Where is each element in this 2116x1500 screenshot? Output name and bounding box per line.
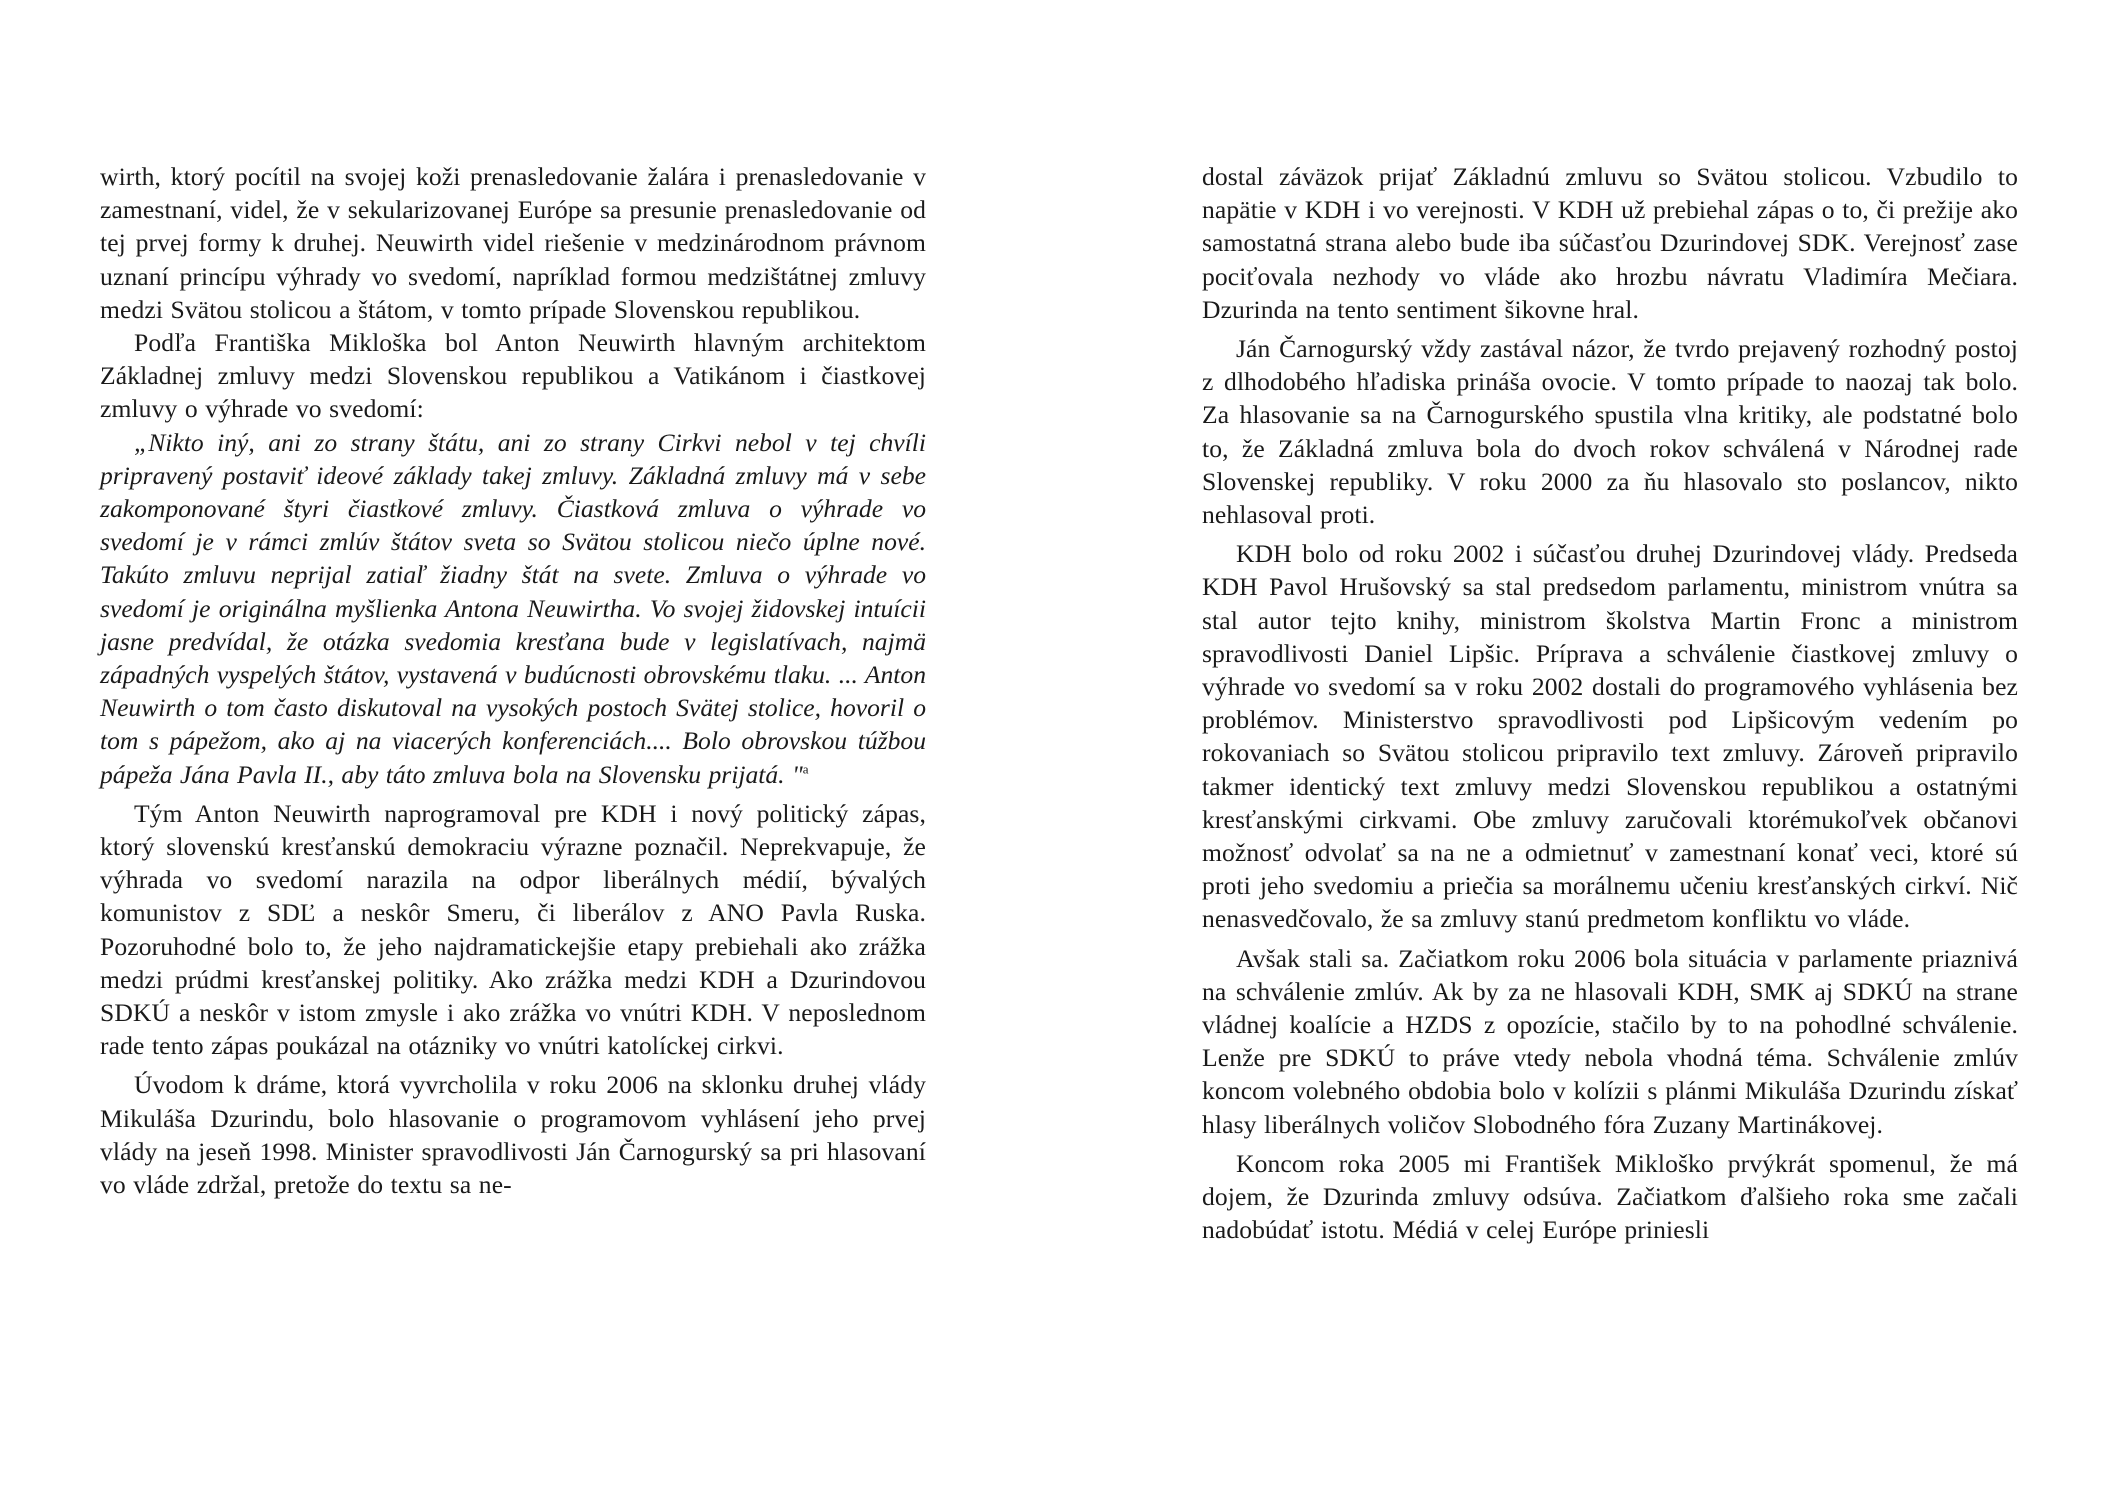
left-page [100,160,926,1201]
right-paragraph-5: Koncom roka 2005 mi František Mikloško prvýkrát spomenul, že má dojem, že Dzurinda zmluvy odsúva. Začiatkom ďalšieho roka sme začali nadobúdať istotu. Médiá v celej Európe priniesli [1202,1148,2018,1245]
right-paragraph-3: KDH bolo od roku 2002 i súčasťou druhej Dzurindovej vlády. Predseda KDH Pavol Hrušovský sa stal predsedom parlamentu, ministrom vnútra sa stal autor tejto knihy, ministrom školstva Martin Fronc a ministrom spravodlivosti Daniel Lipšic. Príprava a schválenie čiastkovej zmluvy o výhrade vo svedomí sa v roku 2002 dostali do programového vyhlásenia bez problémov. Ministerstvo spravodlivosti pod Lipšicovým vedením po rokovaniach so Svätou stolicou pripravilo text zmluvy. Zároveň pripravilo takmer identický text zmluvy medzi Slovenskou republikou a ostatnými kresťanskými cirkvami. Obe zmluvy zaručovali ktorémukoľvek občanovi možnosť odvolať sa na ne a odmietnuť v zamestnaní konať veci, ktoré sú proti jeho svedomiu a priečia sa morálnemu učeniu kresťanských cirkví. Nič nenasvedčovalo, že sa zmluvy stanú predmetom konfliktu vo vláde. [1202,539,2018,934]
left-paragraph-1: wirth, ktorý pocítil na svojej koži prenasledovanie žalára i prenasledovanie v zamestnaní, videl, že v sekularizovanej Európe sa presunie prenasledovanie od tej prvej formy k druhej. Neuwirth videl riešenie v medzinárodnom právnom uznaní princípu výhrady vo svedomí, napríklad formou medzištátnej zmluvy medzi Svätou stolicou a štátom, v tomto prípade Slovenskou republikou. [100,162,926,324]
right-paragraph-1: dostal záväzok prijať Základnú zmluvu so Svätou stolicou. Vzbudilo to napätie v KDH i vo verejnosti. V KDH už prebiehal zápas o to, či prežije ako samostatná strana alebo bude iba súčasťou Dzurindovej SDK. Verejnosť zase pociťovala nezhody vo vláde ako hrozbu návratu Vladimíra Mečiara. Dzurinda na tento sentiment šikovne hral. [1202,162,2018,324]
quote-footnote-marker: a [802,761,809,777]
left-paragraph-4: Úvodom k dráme, ktorá vyvrcholila v roku 2006 na sklonku druhej vlády Mikuláša Dzurindu, bolo hlasovanie o programovom vyhlásení jeho prvej vlády na jeseň 1998. Minister spravodlivosti Ján Čarnogurský sa pri hlasovaní vo vláde zdržal, pretože do textu sa ne- [100,1070,926,1200]
right-page [1202,160,2018,1247]
right-paragraph-4: Avšak stali sa. Začiatkom roku 2006 bola situácia v parlamente priaznivá na schválenie zmlúv. Ak by za ne hlasovali KDH, SMK aj SDKÚ na strane vládnej koalície a HZDS z opozície, stačilo by to na pohodlné schválenie. Lenže pre SDKÚ to práve vtedy nebola vhodná téma. Schválenie zmlúv koncom volebného obdobia bolo v kolízii s plánmi Mikuláša Dzurindu získať hlasy liberálnych voličov Slobodného fóra Zuzany Martinákovej. [1202,943,2018,1139]
quote-text: „Nikto iný, ani zo strany štátu, ani zo strany Cirkvi nebol v tej chvíli pripravený postaviť ideové základy takej zmluvy. Základná zmluvy má v sebe zakomponované štyri čiastkové zmluvy. Čiastková zmluva o výhrade vo svedomí je v rámci zmlúv štátov sveta so Svätou stolicou niečo úplne nové. Takúto zmluvu neprijal zatiaľ žiadny štát na svete. Zmluva o výhrade vo svedomí je originálna myšlienka Antona Neuwirtha. Vo svojej židovskej intuícii jasne predvídal, že otázka svedomia kresťana bude v legislatívach, najmä západných vyspelých štátov, vystavená v budúcnosti obrovskému tlaku. ... Anton Neuwirth o tom často diskutoval na vysokých postoch Svätej stolice, hovoril o tom s pápežom, ako aj na viacerých konferenciách.... Bolo obrovskou túžbou pápeža Jána Pavla II., aby táto zmluva bola na Slovensku prijatá. " [100,427,926,789]
left-paragraph-2: Podľa Františka Mikloška bol Anton Neuwirth hlavným architektom Základnej zmluvy medzi Slovenskou republikou a Vatikánom i čiastkovej zmluvy o výhrade vo svedomí: [100,328,926,424]
neuwirth-quote [100,426,926,791]
left-paragraph-3: Tým Anton Neuwirth naprogramoval pre KDH i nový politický zápas, ktorý slovenskú kresťanskú demokraciu výrazne poznačil. Neprekvapuje, že výhrada vo svedomí narazila na odpor liberálnych médií, bývalých komunistov z SDĽ a neskôr Smeru, či liberálov z ANO Pavla Ruska. Pozoruhodné bolo to, že jeho najdramatickejšie etapy prebiehali ako zrážka medzi prúdmi kresťanskej politiky. Ako zrážka medzi KDH a Dzurindovou SDKÚ a neskôr v istom zmysle i ako zrážka vo vnútri KDH. V neposlednom rade tento zápas poukázal na otázniky vo vnútri katolíckej cirkvi. [100,798,926,1061]
right-paragraph-2: Ján Čarnogurský vždy zastával názor, že tvrdo prejavený rozhodný postoj z dlhodobého hľadiska prináša ovocie. V tomto prípade to naozaj tak bolo. Za hlasovanie sa na Čarnogurského spustila vlna kritiky, ale podstatné bolo to, že Základná zmluva bola do dvoch rokov schválená v Národnej rade Slovenskej republiky. V roku 2000 za ňu hlasovalo sto poslancov, nikto nehlasoval proti. [1202,334,2018,530]
